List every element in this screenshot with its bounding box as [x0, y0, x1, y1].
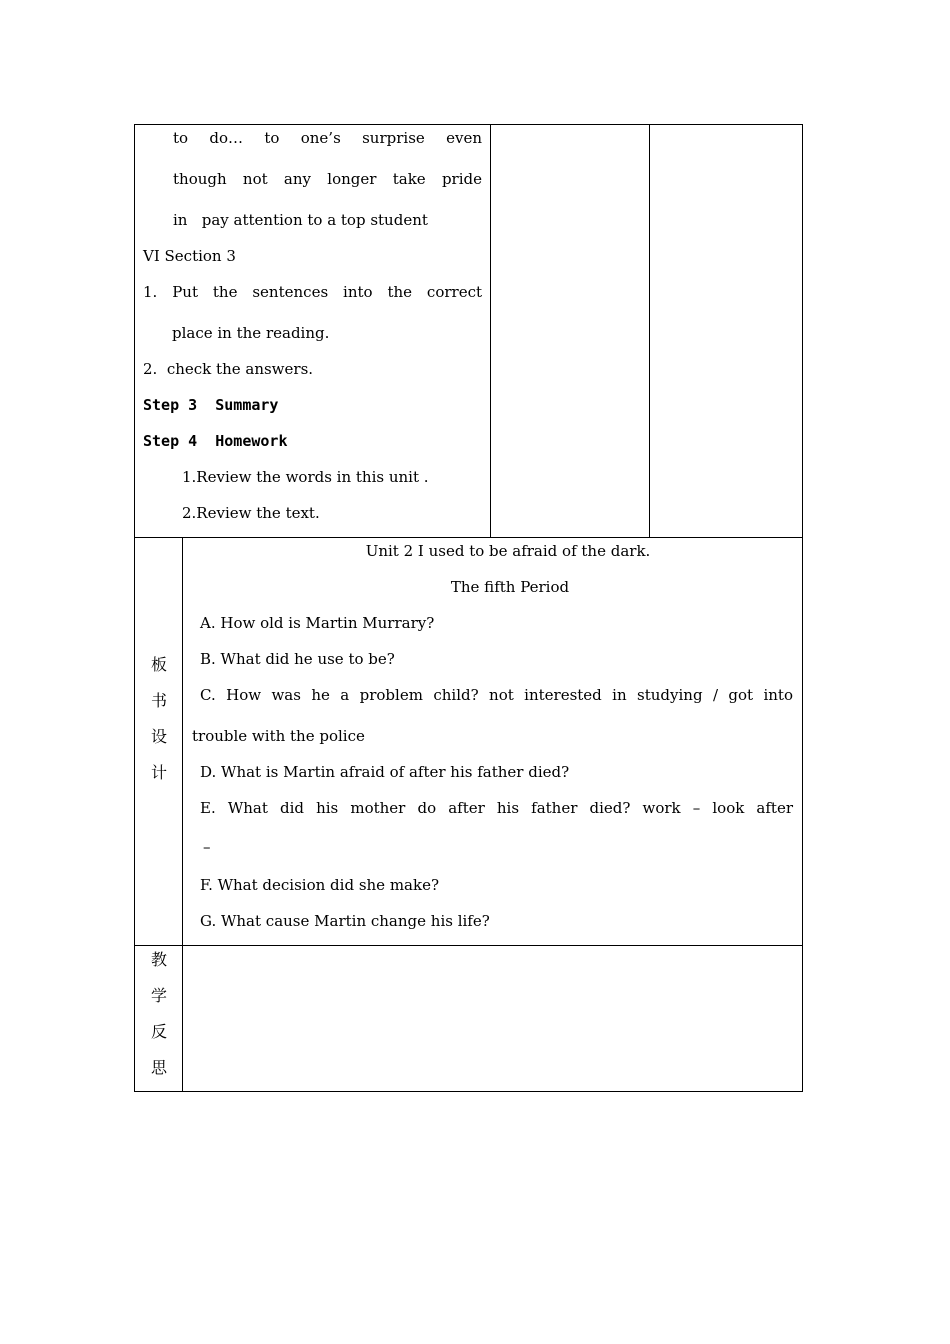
board-item-g: G. What cause Martin change his life? — [200, 912, 490, 930]
board-label-char-2: 书 — [150, 691, 167, 710]
board-label-char-4: 计 — [150, 763, 167, 782]
homework-1: 1.Review the words in this unit . — [182, 468, 429, 486]
board-label-char-3: 设 — [150, 727, 167, 746]
board-label-char-1: 板 — [150, 655, 167, 674]
vocab-line-3: in pay attention to a top student — [173, 211, 428, 229]
section-heading: VI Section 3 — [143, 247, 236, 265]
reflection-label-char-1: 教 — [150, 950, 167, 969]
row-divider-2 — [134, 945, 803, 946]
reflection-label-char-3: 反 — [150, 1022, 167, 1041]
board-title: Unit 2 I used to be afraid of the dark. — [365, 542, 651, 560]
board-item-b: B. What did he use to be? — [200, 650, 395, 668]
col-divider-1 — [490, 124, 491, 538]
reflection-label-char-4: 思 — [150, 1058, 167, 1077]
board-period: The fifth Period — [450, 578, 570, 596]
col-divider-2 — [649, 124, 650, 538]
table-border-right — [802, 124, 803, 1092]
step-3-heading: Step 3 Summary — [143, 396, 279, 414]
vocab-line-2: though not any longer take pride — [173, 170, 482, 188]
board-item-f: F. What decision did she make? — [200, 876, 440, 894]
board-item-d: D. What is Martin afraid of after his father died? — [200, 763, 570, 781]
board-item-c: C. How was he a problem child? not interested in studying / got into — [200, 686, 793, 704]
task-1-cont: place in the reading. — [172, 324, 330, 342]
task-1: 1. Put the sentences into the correct — [143, 283, 482, 301]
homework-2: 2.Review the text. — [182, 504, 320, 522]
step-4-heading: Step 4 Homework — [143, 432, 288, 450]
board-item-c-cont: trouble with the police — [192, 727, 365, 745]
task-2: 2. check the answers. — [143, 360, 314, 378]
board-item-e: E. What did his mother do after his father died? work – look after — [200, 799, 793, 817]
reflection-label-char-2: 学 — [150, 986, 167, 1005]
row-divider-1 — [134, 537, 803, 538]
vocab-line-1: to do… to one’s surprise even — [173, 129, 482, 147]
table-border-top — [134, 124, 803, 125]
table-border-bottom — [134, 1091, 803, 1092]
board-item-e-cont: – — [203, 838, 211, 856]
board-item-a: A. How old is Martin Murrary? — [200, 614, 435, 632]
table-border-left — [134, 124, 135, 1092]
label-col-divider — [182, 537, 183, 1092]
